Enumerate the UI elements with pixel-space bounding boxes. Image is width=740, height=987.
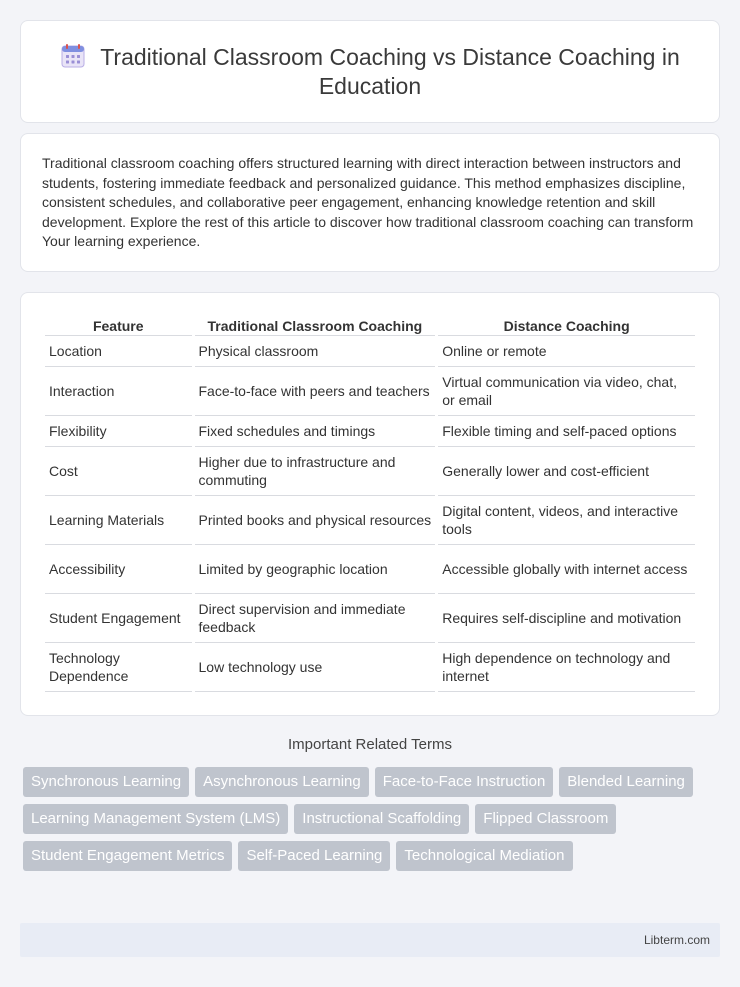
traditional-cell: Physical classroom	[195, 336, 436, 367]
table-row	[45, 545, 695, 594]
header-traditional: Traditional Classroom Coaching	[195, 315, 436, 336]
page-title: Traditional Classroom Coaching vs Distance Coaching in Education	[100, 44, 680, 99]
footer	[20, 923, 720, 957]
table-row	[45, 416, 695, 447]
distance-cell: Online or remote	[438, 336, 695, 367]
table-row	[45, 447, 695, 496]
header-feature: Feature	[45, 315, 192, 336]
feature-cell: Student Engagement	[45, 594, 192, 643]
distance-cell: Accessible globally with internet access	[438, 545, 695, 594]
intro-paragraph: Traditional classroom coaching offers structured learning with direct interaction between instructors and students, fostering immediate feedback and personalized guidance. This method emphasizes discipline, consistent schedules, and collaborative peer engagement, enhancing knowledge retention and skill development. Explore the rest of this article to discover how traditional classroom coaching can transform Your learning experience.	[42, 155, 694, 250]
distance-cell: Digital content, videos, and interactive tools	[438, 496, 695, 545]
traditional-cell: Higher due to infrastructure and commuting	[195, 447, 436, 496]
table-row	[45, 643, 695, 692]
table-row	[45, 367, 695, 416]
related-terms-list	[23, 767, 703, 871]
intro-card	[20, 133, 720, 272]
feature-cell: Technology Dependence	[45, 643, 192, 692]
related-term-tag[interactable]: Asynchronous Learning	[195, 767, 369, 797]
traditional-cell: Face-to-face with peers and teachers	[195, 367, 436, 416]
traditional-cell: Direct supervision and immediate feedback	[195, 594, 436, 643]
related-term-tag[interactable]: Technological Mediation	[396, 841, 572, 871]
calendar-icon	[60, 43, 86, 69]
related-term-tag[interactable]: Student Engagement Metrics	[23, 841, 232, 871]
title-card	[20, 20, 720, 123]
table-row	[45, 496, 695, 545]
distance-cell: Virtual communication via video, chat, or email	[438, 367, 695, 416]
feature-cell: Learning Materials	[45, 496, 192, 545]
related-term-tag[interactable]: Flipped Classroom	[475, 804, 616, 834]
related-term-tag[interactable]: Face-to-Face Instruction	[375, 767, 554, 797]
traditional-cell: Fixed schedules and timings	[195, 416, 436, 447]
related-term-tag[interactable]: Instructional Scaffolding	[294, 804, 469, 834]
distance-cell: High dependence on technology and internet	[438, 643, 695, 692]
related-term-tag[interactable]: Learning Management System (LMS)	[23, 804, 288, 834]
related-term-tag[interactable]: Self-Paced Learning	[238, 841, 390, 871]
traditional-cell: Limited by geographic location	[195, 545, 436, 594]
feature-cell: Accessibility	[45, 545, 192, 594]
distance-cell: Requires self-discipline and motivation	[438, 594, 695, 643]
traditional-cell: Low technology use	[195, 643, 436, 692]
distance-cell: Flexible timing and self-paced options	[438, 416, 695, 447]
footer-site-link[interactable]: Libterm.com	[643, 933, 710, 947]
comparison-table	[42, 315, 698, 692]
page-title-wrap	[21, 43, 719, 101]
related-terms-heading: Important Related Terms	[288, 736, 452, 753]
feature-cell: Flexibility	[45, 416, 192, 447]
feature-cell: Location	[45, 336, 192, 367]
related-term-tag[interactable]: Blended Learning	[559, 767, 693, 797]
table-header-row	[45, 315, 695, 336]
header-distance: Distance Coaching	[438, 315, 695, 336]
table-row	[45, 594, 695, 643]
comparison-card	[20, 292, 720, 716]
feature-cell: Cost	[45, 447, 192, 496]
related-term-tag[interactable]: Synchronous Learning	[23, 767, 189, 797]
distance-cell: Generally lower and cost-efficient	[438, 447, 695, 496]
table-row	[45, 336, 695, 367]
traditional-cell: Printed books and physical resources	[195, 496, 436, 545]
feature-cell: Interaction	[45, 367, 192, 416]
